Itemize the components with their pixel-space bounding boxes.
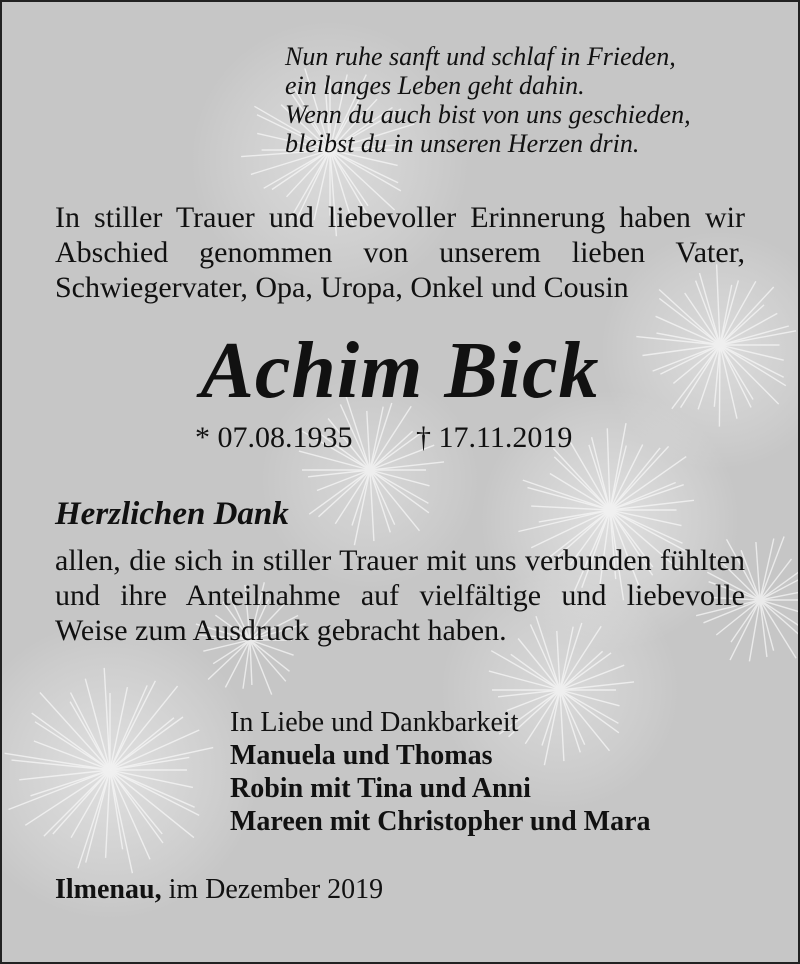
- poem: [285, 42, 765, 158]
- signature-line: Manuela und Thomas: [230, 740, 493, 771]
- thanks-heading: Herzlichen Dank: [55, 496, 289, 532]
- poem-line: Nun ruhe sanft und schlaf in Frieden,: [285, 42, 676, 71]
- poem-line: bleibst du in unseren Herzen drin.: [285, 129, 640, 158]
- place-date: [55, 873, 383, 907]
- signature-line: Robin mit Tina und Anni: [230, 773, 531, 804]
- thanks-text: allen, die sich in stiller Trauer mit uns verbunden fühlten und ihre Anteilnahme auf vielfältige und liebevolle Weise zum Ausdruck gebracht haben.: [55, 544, 745, 647]
- intro-text: In stiller Trauer und liebevoller Erinnerung haben wir Abschied genommen von unserem lieben Vater, Schwiegervater, Opa, Uropa, Onkel und Cousin: [55, 201, 745, 304]
- closing-block: [230, 706, 651, 838]
- poem-line: Wenn du auch bist von uns geschieden,: [285, 100, 691, 129]
- death-date: † 17.11.2019: [416, 421, 573, 454]
- birth-date: * 07.08.1935: [195, 421, 353, 454]
- place: Ilmenau,: [55, 874, 162, 905]
- poem-line: ein langes Leben geht dahin.: [285, 71, 585, 100]
- date: im Dezember 2019: [161, 874, 384, 905]
- deceased-name: Achim Bick: [200, 327, 600, 415]
- life-dates: [195, 420, 572, 456]
- closing-line: In Liebe und Dankbarkeit: [230, 707, 519, 738]
- signature-line: Mareen mit Christopher und Mara: [230, 806, 651, 837]
